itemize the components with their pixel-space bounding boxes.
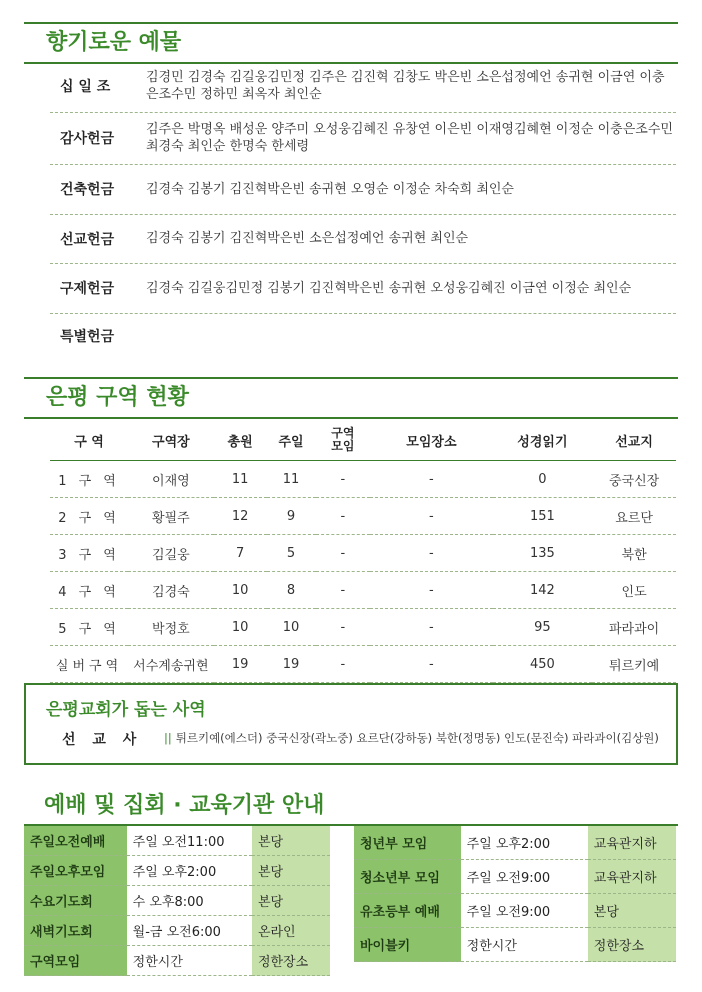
schedule-row <box>354 860 676 894</box>
districts-col-header: 구역 모임 <box>316 420 371 461</box>
schedule-event-name: 바이블키 <box>354 928 461 962</box>
schedule-event-name: 유초등부 예배 <box>354 894 461 928</box>
schedule-time: 주일 오전9:00 <box>461 894 588 928</box>
missions-label: 선 교 사 <box>62 732 143 748</box>
schedule-time: 주일 오후2:00 <box>461 826 588 860</box>
missions-box <box>24 683 678 765</box>
schedule-header <box>24 788 678 826</box>
offering-label: 선교헌금 <box>60 231 115 248</box>
table-cell: 5 <box>267 535 316 572</box>
schedule-row <box>24 856 330 886</box>
schedule-row <box>24 886 330 916</box>
table-cell: 서수계송귀현 <box>128 646 214 683</box>
table-cell: 9 <box>267 498 316 535</box>
table-cell: 19 <box>214 646 267 683</box>
table-cell: 10 <box>267 609 316 646</box>
schedule-time: 월-금 오전6:00 <box>127 916 252 946</box>
offering-row <box>50 313 676 359</box>
offerings-header <box>24 22 678 64</box>
table-cell: - <box>316 535 371 572</box>
schedule-place: 본당 <box>252 856 330 886</box>
schedule-place: 본당 <box>588 894 676 928</box>
offering-names: 김경숙 김봉기 김진혁박은빈 소은섭정예언 송귀현 최인순 <box>146 231 469 246</box>
table-cell: - <box>370 572 492 609</box>
table-cell: 요르단 <box>592 498 676 535</box>
schedule-time: 수 오후8:00 <box>127 886 252 916</box>
table-cell: 11 <box>267 461 316 498</box>
offering-names: 김경숙 김봉기 김진혁박은빈 송귀현 오영순 이정순 차숙희 최인순 <box>146 181 514 197</box>
schedule-row <box>354 928 676 962</box>
table-cell: 2 구 역 <box>50 498 128 535</box>
districts-col-header: 주일 <box>267 420 316 461</box>
table-cell: 1 구 역 <box>50 461 128 498</box>
table-cell: - <box>370 461 492 498</box>
offerings-title: 향기로운 예물 <box>46 30 182 55</box>
schedule-place: 교육관지하 <box>588 860 676 894</box>
districts-col-header: 구 역 <box>50 420 128 461</box>
offering-names: 김주은 박명옥 배성운 양주미 오성웅김혜진 유창연 이은빈 이재영김혜현 이정순 이충은조수민 최경숙 최인순 한명숙 한세령 <box>146 122 673 154</box>
table-cell: 중국신장 <box>592 461 676 498</box>
table-cell: 박정호 <box>128 609 214 646</box>
schedule-place: 온라인 <box>252 916 330 946</box>
table-cell: 142 <box>493 572 593 609</box>
districts-header-row <box>50 420 676 461</box>
schedule-place: 정한장소 <box>252 946 330 976</box>
table-cell: 0 <box>493 461 593 498</box>
offering-names: 김경숙 김길웅김민정 김봉기 김진혁박은빈 송귀현 오성웅김혜진 이금연 이정순 최인순 <box>146 280 632 296</box>
schedule-place: 본당 <box>252 826 330 856</box>
offering-row <box>50 60 676 113</box>
table-cell: - <box>370 498 492 535</box>
table-cell: 11 <box>214 461 267 498</box>
table-cell: - <box>370 609 492 646</box>
table-row <box>50 646 676 683</box>
schedule-row <box>24 916 330 946</box>
offering-label: 특별헌금 <box>60 329 115 345</box>
table-cell: 10 <box>214 572 267 609</box>
table-cell: 3 구 역 <box>50 535 128 572</box>
districts-table <box>50 420 676 683</box>
table-cell: - <box>370 646 492 683</box>
offering-row <box>50 263 676 314</box>
schedule-time: 정한시간 <box>127 946 252 976</box>
schedule-event-name: 청소년부 모임 <box>354 860 461 894</box>
table-cell: 이재영 <box>128 461 214 498</box>
districts-title: 은평 구역 현황 <box>46 385 189 410</box>
table-cell: - <box>370 535 492 572</box>
schedule-place: 본당 <box>252 886 330 916</box>
schedule-row <box>24 826 330 856</box>
schedule-table-left <box>24 826 330 976</box>
offering-names: 김경민 김경숙 김길웅김민정 김주은 김진혁 김창도 박은빈 소은섭정예언 송귀현 이금연 이충은조수민 정하민 최옥자 최인순 <box>146 70 665 102</box>
offering-label: 건축헌금 <box>60 182 115 198</box>
districts-col-header: 선교지 <box>592 420 676 461</box>
table-cell: 황필주 <box>128 498 214 535</box>
table-cell: 12 <box>214 498 267 535</box>
table-row <box>50 609 676 646</box>
districts-col-header: 총원 <box>214 420 267 461</box>
schedule-title: 예배 및 집회 · 교육기관 안내 <box>44 793 325 818</box>
table-row <box>50 498 676 535</box>
schedule-event-name: 주일오후모임 <box>24 856 127 886</box>
table-cell: 151 <box>493 498 593 535</box>
districts-col-header: 구역장 <box>128 420 214 461</box>
offering-row <box>50 112 676 165</box>
schedule-row <box>24 946 330 976</box>
table-cell: - <box>316 498 371 535</box>
schedule-time: 주일 오전9:00 <box>461 860 588 894</box>
schedule-event-name: 수요기도회 <box>24 886 127 916</box>
table-cell: - <box>316 461 371 498</box>
table-cell: - <box>316 609 371 646</box>
table-cell: 8 <box>267 572 316 609</box>
table-cell: - <box>316 572 371 609</box>
schedule-event-name: 청년부 모임 <box>354 826 461 860</box>
districts-col-header: 성경읽기 <box>493 420 593 461</box>
table-cell: 파라과이 <box>592 609 676 646</box>
schedule-table-right <box>354 826 676 962</box>
offering-row <box>50 164 676 215</box>
table-cell: 김경숙 <box>128 572 214 609</box>
table-cell: 95 <box>493 609 593 646</box>
missions-title: 은평교회가 돕는 사역 <box>46 700 206 720</box>
offering-label: 구제헌금 <box>60 281 115 297</box>
schedule-time: 주일 오전11:00 <box>127 826 252 856</box>
schedule-time: 주일 오후2:00 <box>127 856 252 886</box>
missions-separator: || <box>164 731 172 745</box>
districts-header <box>24 377 678 419</box>
schedule-event-name: 새벽기도회 <box>24 916 127 946</box>
table-cell: 튀르키예 <box>592 646 676 683</box>
table-cell: 10 <box>214 609 267 646</box>
districts-col-header: 모임장소 <box>370 420 492 461</box>
schedule-event-name: 주일오전예배 <box>24 826 127 856</box>
table-cell: 실버구역 <box>50 646 128 683</box>
missions-list: 튀르키예(에스더) 중국신장(곽노중) 요르단(강하동) 북한(정명동) 인도(문진숙) 파라과이(김상원) <box>175 731 659 745</box>
offering-row <box>50 214 676 264</box>
schedule-time: 정한시간 <box>461 928 588 962</box>
table-cell: 4 구 역 <box>50 572 128 609</box>
offering-label: 십 일 조 <box>60 79 111 95</box>
table-cell: 19 <box>267 646 316 683</box>
offering-label: 감사헌금 <box>60 131 115 147</box>
missions-text <box>164 730 659 746</box>
table-cell: 7 <box>214 535 267 572</box>
table-cell: 5 구 역 <box>50 609 128 646</box>
table-cell: - <box>316 646 371 683</box>
table-cell: 북한 <box>592 535 676 572</box>
table-row <box>50 535 676 572</box>
schedule-place: 정한장소 <box>588 928 676 962</box>
schedule-place: 교육관지하 <box>588 826 676 860</box>
table-cell: 인도 <box>592 572 676 609</box>
schedule-row <box>354 826 676 860</box>
table-row <box>50 461 676 498</box>
table-cell: 450 <box>493 646 593 683</box>
table-cell: 135 <box>493 535 593 572</box>
table-row <box>50 572 676 609</box>
table-cell: 김길웅 <box>128 535 214 572</box>
schedule-row <box>354 894 676 928</box>
schedule-event-name: 구역모임 <box>24 946 127 976</box>
